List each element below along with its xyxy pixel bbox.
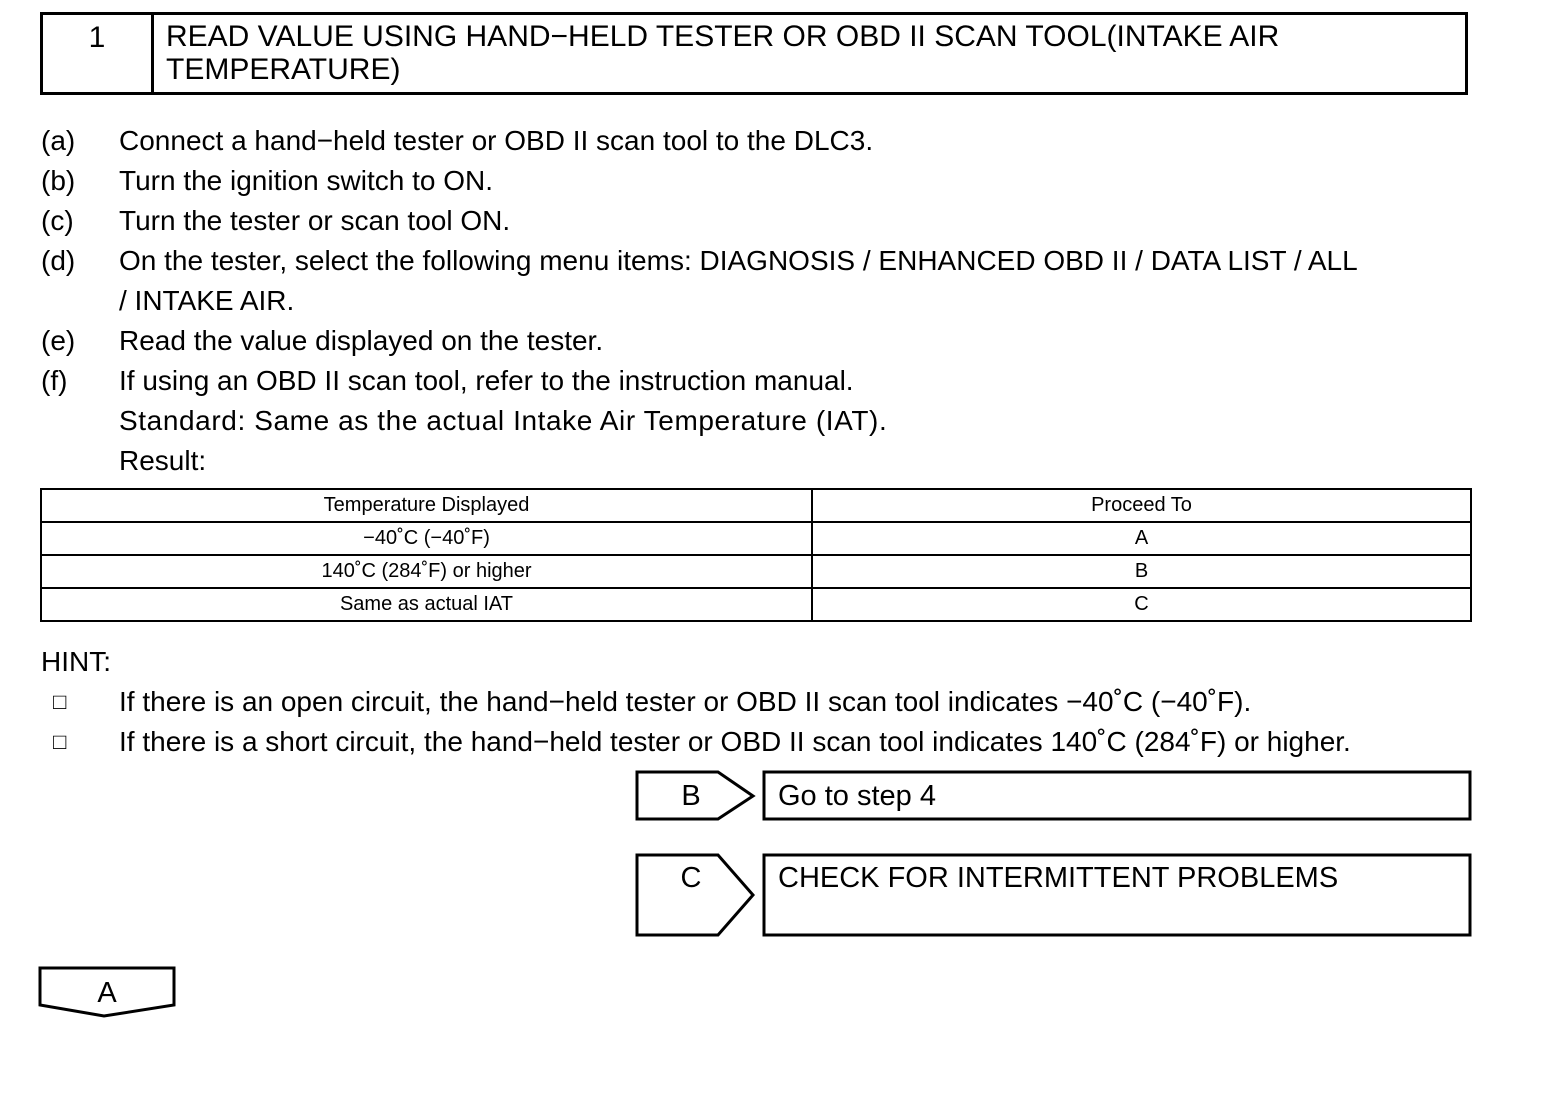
result-b-action: Go to step 4 [778,780,936,812]
table-cell: C [812,588,1471,621]
instruction-text-continued: / INTAKE AIR. [119,285,295,316]
hint-item: If there is a short circuit, the hand−held tester or OBD II scan tool indicates 140˚C (284˚F) or higher. [119,726,1351,757]
result-a-label: A [97,977,117,1009]
instruction-label: (d) [41,245,76,276]
instruction-label: (a) [41,125,76,156]
instruction-text: Turn the ignition switch to ON. [119,165,494,196]
table-header-cell: Temperature Displayed [41,489,812,522]
instruction-label: (b) [41,165,76,196]
step-title-line-2: TEMPERATURE) [166,53,401,86]
table-cell: 140˚C (284˚F) or higher [41,555,812,588]
hint-item: If there is an open circuit, the hand−held tester or OBD II scan tool indicates −40˚C (−40˚F). [119,686,1252,717]
step-title-line-1: READ VALUE USING HAND−HELD TESTER OR OBD II SCAN TOOL(INTAKE AIR [166,20,1280,53]
instruction-label: (e) [41,325,76,356]
instruction-text: On the tester, select the following menu items: DIAGNOSIS / ENHANCED OBD II / DATA LIST / ALL [119,245,1358,276]
standard-text: Standard: Same as the actual Intake Air Temperature (IAT). [119,405,888,436]
hint-label: HINT: [41,646,111,677]
table-cell: A [812,522,1471,555]
table-header-cell: Proceed To [812,489,1471,522]
instruction-text: Read the value displayed on the tester. [119,325,604,356]
instruction-text: Connect a hand−held tester or OBD II scan tool to the DLC3. [119,125,874,156]
instruction-text: Turn the tester or scan tool ON. [119,205,511,236]
table-cell: −40˚C (−40˚F) [41,522,812,555]
instruction-label: (c) [41,205,74,236]
table-cell: B [812,555,1471,588]
instruction-label: (f) [41,365,68,396]
step-number: 1 [43,15,154,92]
hint-bullet: □ [53,729,67,754]
instruction-text: If using an OBD II scan tool, refer to the instruction manual. [119,365,854,396]
result-label: Result: [119,445,207,476]
table-cell: Same as actual IAT [41,588,812,621]
result-c-label: C [680,862,702,894]
result-b-label: B [681,780,701,812]
hint-bullet: □ [53,689,67,714]
result-c-action: CHECK FOR INTERMITTENT PROBLEMS [778,862,1339,894]
